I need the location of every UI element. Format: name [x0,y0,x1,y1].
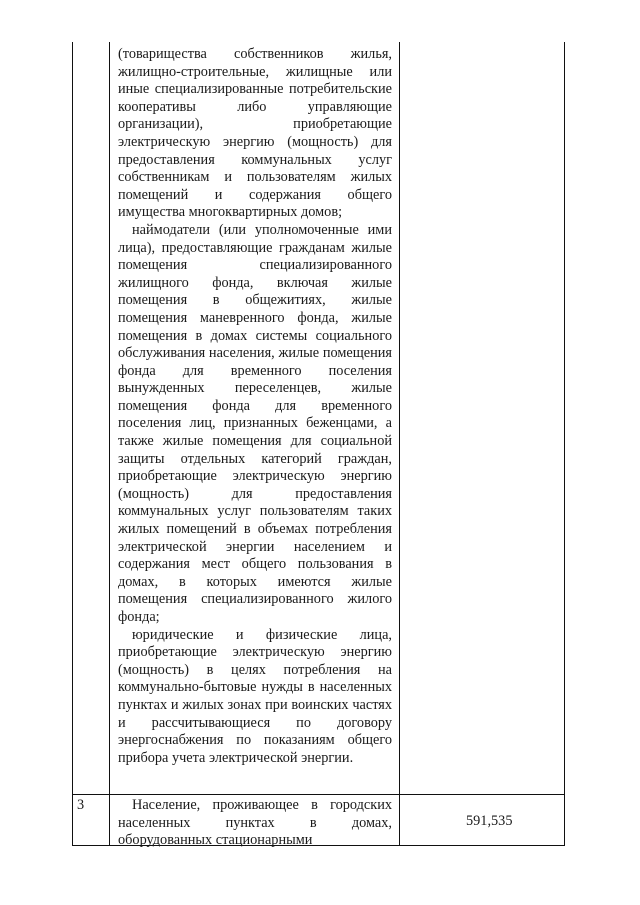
row-3-value: 591,535 [466,813,513,829]
column-divider-1 [109,42,110,846]
paragraph-legal-entities: юридические и физические лица, приобретающие электрическую энергию (мощность) в целях потребления на коммунально-бытовые нужды в населенных пунктах и жилых зонах при воинских частях и рассчитывающиеся по договору энергоснабжения по показаниям общего прибора учета электрической энергии. [118,626,392,766]
column-divider-2 [399,42,400,846]
previous-row-description [118,46,392,767]
row-number: 3 [77,797,85,813]
paragraph-landlords: наймодатели (или уполномоченные ими лица), предоставляющие гражданам жилые помещения специализированного жилищного фонда, включая жилые помещения в общежитиях, жилые помещения маневренного фонда, жилые помещения в домах системы социального обслуживания населения, жилые помещения фонда для временного поселения вынужденных переселенцев, жилые помещения фонда для временного поселения лиц, признанных беженцами, а также жилые помещения для социальной защиты отдельных категорий граждан, приобретающие электрическую энергию (мощность) для предоставления коммунальных услуг пользователям таких жилых помещений в объемах потребления электрической энергии населением и содержания мест общего пользования в домах, в которых имеются жилые помещения специализированного жилого фонда; [118,221,392,625]
table-border-right [564,42,565,846]
row-divider [72,794,565,795]
table-border-left [72,42,73,846]
row-3-text: Население, проживающее в городских населенных пунктах в домах, оборудованных стационарными [118,797,392,849]
row-3-description [118,797,392,850]
paragraph-associations: (товарищества собственников жилья, жилищно-строительные, жилищные или иные специализированные потребительские кооперативы либо управляющие организации), приобретающие электрическую энергию (мощность) для предоставления коммунальных услуг собственникам и пользователям жилых помещений и содержания общего имущества многоквартирных домов; [118,46,392,221]
